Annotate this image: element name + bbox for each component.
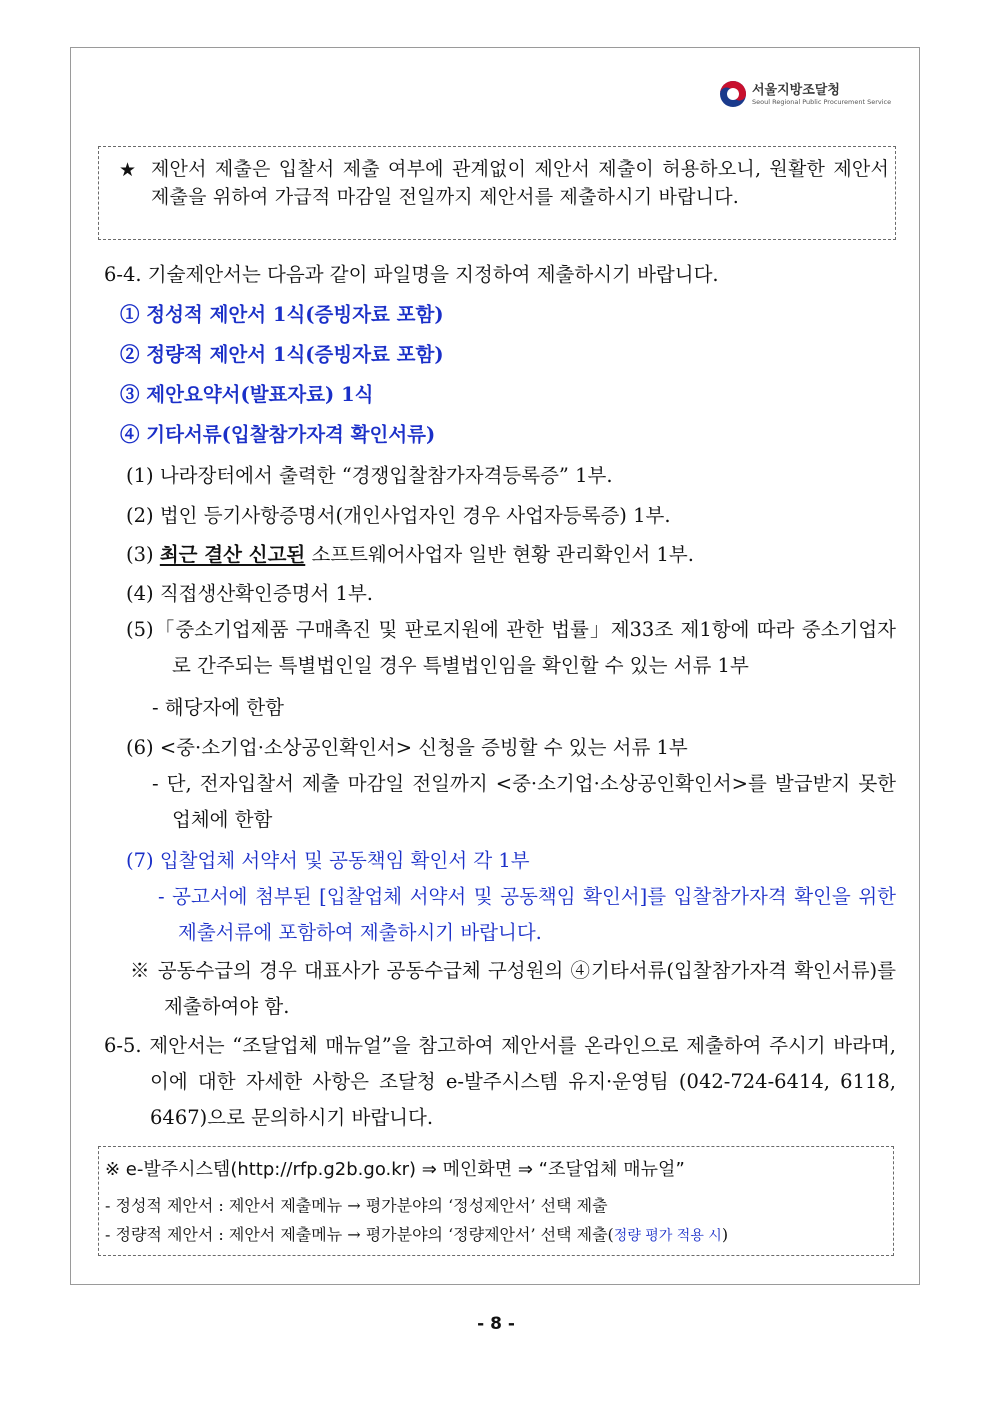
doc-item-3-number: (3) bbox=[126, 543, 160, 566]
org-name-korean: 서울지방조달청 bbox=[752, 83, 840, 98]
consortium-remark-text: ※ 공동수급의 경우 대표사가 공동수급체 구성원의 ④기타서류(입찰참가자격 확인서류)를 제출하여야 함. bbox=[130, 959, 896, 1018]
manual-guide-box bbox=[98, 1146, 894, 1256]
doc-item-2: (2) 법인 등기사항증명서(개인사업자인 경우 사업자등록증) 1부. bbox=[126, 504, 671, 527]
guide-line-3-text: - 정량적 제안서 : 제안서 제출메뉴 → 평가분야의 ‘정량제안서’ 선택 제출( bbox=[105, 1225, 614, 1244]
guide-line-3 bbox=[105, 1222, 728, 1245]
doc-item-3 bbox=[126, 539, 694, 567]
file-item-3: ③ 제안요약서(발표자료) 1식 bbox=[120, 383, 374, 406]
doc-item-1: (1) 나라장터에서 출력한 “경쟁입찰참가자격등록증” 1부. bbox=[126, 464, 613, 487]
taegeuk-logo-icon bbox=[718, 79, 748, 109]
doc-item-6-note bbox=[152, 766, 896, 838]
doc-item-5-text: (5)「중소기업제품 구매촉진 및 판로지원에 관한 법률」제33조 제1항에 따라 중소기업자로 간주되는 특별법인일 경우 특별법인임을 확인할 수 있는 서류 1부 bbox=[126, 618, 896, 677]
doc-item-3-emphasis: 최근 결산 신고된 bbox=[159, 543, 306, 566]
guide-line-2: - 정성적 제안서 : 제안서 제출메뉴 → 평가분야의 ‘정성제안서’ 선택 제출 bbox=[105, 1196, 608, 1215]
doc-item-3-text: 소프트웨어사업자 일반 현황 관리확인서 1부. bbox=[305, 543, 694, 566]
consortium-remark bbox=[130, 953, 896, 1025]
org-logo bbox=[718, 77, 898, 113]
doc-item-7: (7) 입찰업체 서약서 및 공동책임 확인서 각 1부 bbox=[126, 849, 530, 872]
notice-box bbox=[98, 146, 896, 240]
notice-text: 제안서 제출은 입찰서 제출 여부에 관계없이 제안서 제출이 허용하오니, 원활한 제안서 제출을 위하여 가급적 마감일 전일까지 제안서를 제출하시기 바랍니다. bbox=[151, 158, 889, 208]
page-number: - 8 - bbox=[477, 1314, 515, 1334]
guide-line-1: ※ e-발주시스템(http://rfp.g2b.go.kr) ⇒ 메인화면 ⇒ “조달업체 매뉴얼” bbox=[105, 1159, 685, 1180]
doc-item-7-note bbox=[158, 879, 896, 951]
section-6-4-heading: 6-4. 기술제안서는 다음과 같이 파일명을 지정하여 제출하시기 바랍니다. bbox=[104, 263, 719, 286]
file-item-1: ① 정성적 제안서 1식(증빙자료 포함) bbox=[120, 303, 444, 326]
doc-item-7-note-text: - 공고서에 첨부된 [입찰업체 서약서 및 공동책임 확인서]를 입찰참가자격 확인을 위한 제출서류에 포함하여 제출하시기 바랍니다. bbox=[158, 885, 896, 944]
section-6-5-number: 6-5. bbox=[104, 1034, 142, 1057]
section-6-5 bbox=[104, 1028, 896, 1136]
guide-line-3-highlight: 정량 평가 적용 시 bbox=[613, 1228, 722, 1244]
star-icon: ★ bbox=[119, 159, 137, 181]
doc-item-5-note: - 해당자에 한함 bbox=[152, 696, 285, 719]
doc-item-6-note-text: - 단, 전자입찰서 제출 마감일 전일까지 <중·소기업·소상공인확인서>를 발급받지 못한 업체에 한함 bbox=[152, 772, 896, 831]
org-name-english: Seoul Regional Public Procurement Service bbox=[752, 98, 892, 106]
file-item-2: ② 정량적 제안서 1식(증빙자료 포함) bbox=[120, 343, 444, 366]
section-6-5-body bbox=[104, 1028, 896, 1136]
doc-item-5 bbox=[126, 612, 896, 684]
file-item-4: ④ 기타서류(입찰참가자격 확인서류) bbox=[120, 423, 436, 446]
doc-item-6: (6) <중·소기업·소상공인확인서> 신청을 증빙할 수 있는 서류 1부 bbox=[126, 736, 688, 759]
guide-line-3-close: ) bbox=[721, 1225, 729, 1244]
section-6-5-text: 제안서는 “조달업체 매뉴얼”을 참고하여 제안서를 온라인으로 제출하여 주시기 바라며, 이에 대한 자세한 사항은 조달청 e-발주시스템 유지·운영팀 (042-724-6414, 6118, 6467)으로 문의하시기 바랍니다. bbox=[149, 1034, 896, 1129]
doc-item-4: (4) 직접생산확인증명서 1부. bbox=[126, 582, 373, 605]
